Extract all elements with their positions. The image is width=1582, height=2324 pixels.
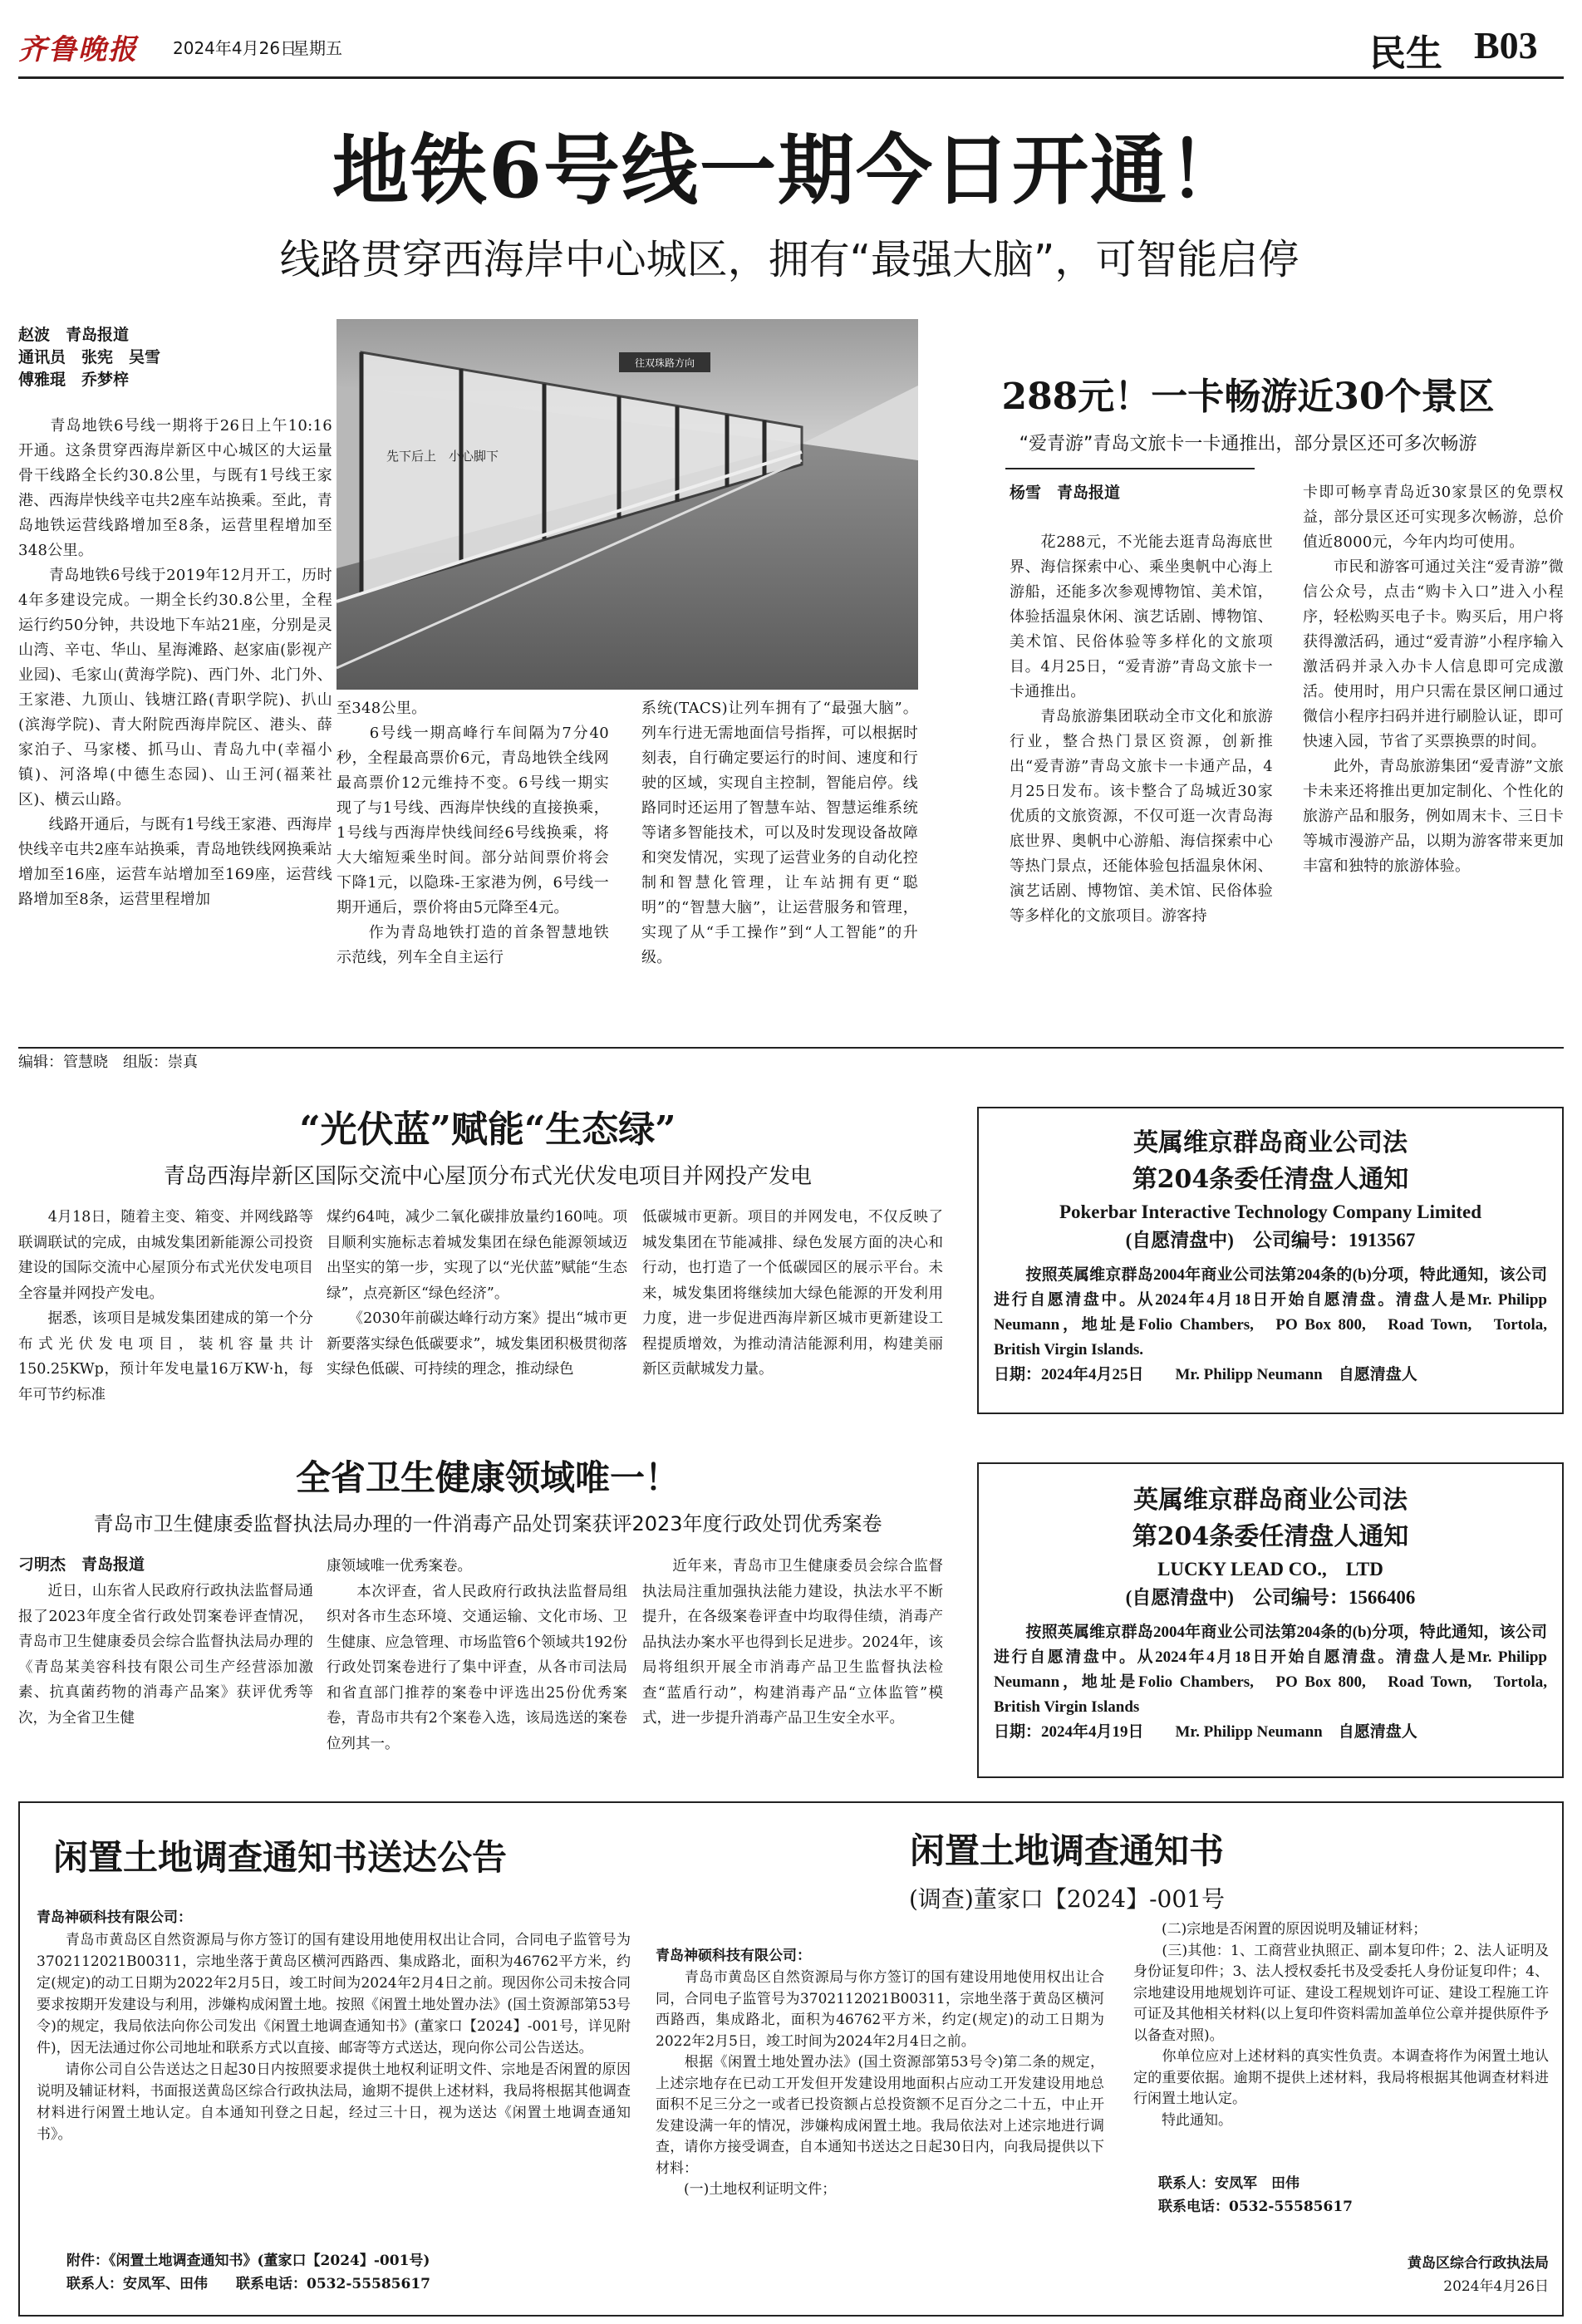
solar-col2: 煤约64吨，减少二氧化碳排放量约160吨。项目顺利实施标志着城发集团在绿色能源领域迈出坚实的第一步，实现了以“光伏蓝”赋能“生态绿”，点亮新区“绿色经济”。 《2030年前碳达峰行动方案》提出“城市更新要落实绿色低碳要求”，城发集团积极贯彻落实绿色低碳、可持续的理念，推动绿色 (327, 1209, 627, 1378)
land-right-title: 闲置土地调查通知书 (909, 1830, 1224, 1871)
byline-line: 通讯员 张宪 吴雪 (18, 348, 161, 366)
main-col3: 系统(TACS)让列车拥有了“最强大脑”。列车行进无需地面信号指挥，可以根据时刻表，自行确定要运行的时间、速度和行驶的区域，实现自主控制，智能启停。线路同时还运用了智慧车站、智慧运维系统等诸多智能技术，可以及时发现设备故障和突发情况，实现了运营业务的自动化控制和智慧化管理，让车站拥有更“聪明”的“智慧大脑”，让运营服务和管理，实现了从“手工操作”到“人工智能”的升级。 (641, 700, 918, 966)
solar-subhead: 青岛西海岸新区国际交流中心屋顶分布式光伏发电项目并网投产发电 (163, 1164, 812, 1189)
masthead (18, 23, 1564, 73)
land-left-contact: 联系人：安凤军、田伟 联系电话：0532-55585617 (66, 2276, 430, 2292)
health-subhead: 青岛市卫生健康委监督执法局办理的一件消毒产品处罚案获评2023年度行政处罚优秀案卷 (93, 1512, 882, 1535)
main-subhead: 线路贯穿西海岸中心城区，拥有“最强大脑”，可智能启停 (279, 236, 1300, 283)
notice-company: Pokerbar Interactive Technology Company Limited (1059, 1201, 1482, 1222)
notice-company: LUCKY LEAD CO., LTD (1157, 1559, 1383, 1580)
land-right-col1: 青岛市黄岛区自然资源局与你方签订的国有建设用地使用权出让合同，合同电子监管号为3702112021B00311，宗地坐落于黄岛区横河西路西，集成路北，面积为46762平方米，约定(规定)的动工日期为2022年2月5日，竣工时间为2024年2月4日之前。 根据《闲置土地处置办法》(国土资源部第53号令)第二条的规定，上述宗地存在已动工开发但开发建设用地面积占应动工开发建设用地总面积不足三分之一或者已投资额占总投资额不足百分之二十五，中止开发建设满一年的情况，涉嫌构成闲置土地。我局依法对上述宗地进行调查，请你方接受调查，自本通知书送达之日起30日内，向我局提供以下材料： (一)土地权利证明文件； (656, 1969, 1104, 2198)
liquidation-notice-lucky-lead (977, 1462, 1564, 1778)
liquidation-notice-pokerbar (977, 1107, 1564, 1414)
main-byline (18, 324, 317, 391)
notice-footer: 日期：2024年4月25日 Mr. Philipp Neumann 自愿清盘人 (994, 1366, 1417, 1383)
newspaper-logo: 齐鲁晚报 (18, 33, 138, 66)
health-byline: 刁明杰 青岛报道 (18, 1555, 145, 1574)
editor-credit: 编辑：管慧晓 组版：崇真 (18, 1054, 198, 1071)
solar-headline: “光伏蓝”赋能“生态绿” (299, 1108, 676, 1151)
land-right-col2: (二)宗地是否闲置的原因说明及辅证材料； (三)其他：1、工商营业执照正、副本复印件；2、法人证明及身份证复印件；3、法人授权委托书及受委托人身份证复印件；4、宗地建设用地规划许可证、建设工程规划许可证、建设工程施工许可证及其他相关材料(以上复印件资料需加盖单位公章并提供原件予以备查对照)。 你单位应对上述材料的真实性负责。本调查将作为闲置土地认定的重要依据。逾期不提供上述材料，我局将根据其他调查材料进行闲置土地认定。 特此通知。 (1133, 1921, 1549, 2129)
issue-weekday: 星期五 (292, 38, 342, 58)
land-left-company: 青岛神硕科技有限公司： (37, 1909, 192, 1926)
door-sticker: 先下后上 小心脚下 (386, 449, 499, 464)
notice-body: 按照英属维京群岛2004年商业公司法第204条的(b)分项，特此通知，该公司进行自愿清盘中。从2024年4月18日开始自愿清盘。清盘人是Mr. Philipp Neumann，地址是Folio Chambers, PO Box 800, Road Town, Tortola, British Virgin Islands. (994, 1266, 1564, 1359)
platform-scene (337, 319, 918, 690)
land-right-subtitle: (调查)董家口【2024】-001号 (908, 1885, 1225, 1913)
metro-platform-photo (337, 319, 918, 690)
health-col2: 康领域唯一优秀案卷。 本次评查，省人民政府行政执法监督局组织对各市生态环境、交通运输、文化市场、卫生健康、应急管理、市场监管6个领域共192份行政处罚案卷进行了集中评查，从各市司法局和省直部门推荐的案卷中评选出25份优秀案卷，青岛市共有2个案卷入选，该局选送的案卷位列其一。 (327, 1558, 627, 1752)
notice-title: 英属维京群岛商业公司法 (1133, 1486, 1408, 1515)
notice-status: (自愿清盘中) 公司编号：1913567 (1125, 1230, 1416, 1250)
land-left-body: 青岛市黄岛区自然资源局与你方签订的国有建设用地使用权出让合同，合同电子监管号为3702112021B00311，宗地坐落于黄岛区横河西路西、集成路北，面积为46762平方米，约定(规定)的动工日期为2022年2月5日，竣工时间为2024年2月4日之前。现因你公司未按合同要求按期开发建设与利用，涉嫌构成闲置土地。按照《闲置土地处置办法》(国土资源部第53号令)的规定，我局依法向你公司发出《闲置土地调查通知书》(董家口【2024】-001号，详见附件)，因无法通过你公司地址和联系方式以直接、邮寄等方式送达，现向你公司公告送达。 请你公司自公告送达之日起30日内按照要求提供土地权利证明文件、宗地是否闲置的原因说明及辅证材料，书面报送黄岛区综合行政执法局，逾期不提供上述材料，我局将根据其他调查材料进行闲置土地认定。自本通知刊登之日起，经过三十日，视为送达《闲置土地调查通知书》。 (37, 1932, 631, 2143)
land-right-contact-phone: 联系电话：0532-55585617 (1158, 2199, 1353, 2215)
direction-sign: 往双珠路方向 (634, 357, 695, 369)
notice-title: 第204条委任清盘人通知 (1132, 1522, 1409, 1551)
land-left-attachment: 附件：《闲置土地调查通知书》(董家口【2024】-001号) (66, 2253, 430, 2269)
health-col3: 近年来，青岛市卫生健康委员会综合监督执法局注重加强执法能力建设，执法水平不断提升，在各级案卷评查中均取得佳绩，消毒产品执法办案水平也得到长足进步。2024年，该局将组织开展全市消毒产品卫生监督执法检查“蓝盾行动”，构建消毒产品“立体监管”模式，进一步提升消毒产品卫生安全水平。 (642, 1558, 943, 1727)
land-right-org: 黄岛区综合行政执法局 (1408, 2255, 1549, 2272)
land-left-title: 闲置土地调查通知书送达公告 (53, 1837, 508, 1878)
byline-line: 赵波 青岛报道 (18, 326, 130, 344)
notice-status: (自愿清盘中) 公司编号：1566406 (1125, 1587, 1416, 1608)
byline-line: 傅雅琨 乔梦梓 (18, 371, 130, 389)
land-right-contact-person: 联系人：安凤军 田伟 (1158, 2175, 1300, 2192)
notice-title: 第204条委任清盘人通知 (1132, 1165, 1409, 1194)
card-byline: 杨雪 青岛报道 (1010, 484, 1121, 502)
section-name: 民生 (1369, 32, 1442, 75)
issue-date: 2024年4月26日 (173, 38, 297, 58)
card-col2: 卡即可畅享青岛近30家景区的免票权益，部分景区还可实现多次畅游，总价值近8000元，今年内均可使用。 市民和游客可通过关注“爱青游”微信公众号，点击“购卡入口”进入小程序，轻松购买电子卡。购买后，用户将获得激活码，通过“爱青游”小程序输入激活码并录入办卡人信息即可完成激活。使用时，用户只需在景区闸口通过微信小程序扫码并进行刷脸认证，即可快速入园，节省了买票换票的时间。 此外，青岛旅游集团“爱青游”文旅卡未来还将推出更加定制化、个性化的旅游产品和服务，例如周末卡、三日卡等城市漫游产品，以期为游客带来更加丰富和独特的旅游体验。 (1303, 484, 1564, 875)
notice-body: 按照英属维京群岛2004年商业公司法第204条的(b)分项，特此通知，该公司进行自愿清盘中。从2024年4月18日开始自愿清盘。清盘人是Mr. Philipp Neumann，地址是Folio Chambers, PO Box 800, Road Town, Tortola, British Virgin Islands (994, 1624, 1564, 1716)
card-headline: 288元！一卡畅游近30个景区 (1001, 376, 1495, 418)
main-col2: 至348公里。 6号线一期高峰行车间隔为7分40秒，全程最高票价6元，青岛地铁全线网最高票价12元维持不变。6号线一期实现了与1号线、西海岸快线的直接换乘，1号线与西海岸快线间经6号线换乘，将大大缩短乘坐时间。部分站间票价将会下降1元，以隐珠-王家港为例，6号线一期开通后，票价将由5元降至4元。 作为青岛地铁打造的首条智慧地铁示范线，列车全自主运行 (337, 700, 609, 966)
header-rule (18, 76, 1564, 79)
land-notice-box (18, 1801, 1564, 2317)
main-col1: 青岛地铁6号线一期将于26日上午10:16开通。这条贯穿西海岸新区中心城区的大运量骨干线路全长约30.8公里，与既有1号线王家港、西海岸快线辛屯共2座车站换乘。至此，青岛地铁运营线路增加至8条，运营里程增加至348公里。 青岛地铁6号线于2019年12月开工，历时4年多建设完成。一期全长约30.8公里，全程运行约50分钟，共设地下车站21座，分别是灵山湾、辛屯、华山、星海滩路、赵家庙(影视产业园)、毛家山(黄海学院)、西门外、北门外、王家港、九顶山、钱塘江路(青职学院)、扒山(滨海学院)、青大附院西海岸院区、港头、薛家泊子、马家楼、抓马山、青岛九中(幸福小镇)、河洛埠(中德生态园)、山王河(福莱社区)、横云山路。 线路开通后，与既有1号线王家港、西海岸快线辛屯共2座车站换乘，青岛地铁线网换乘站增加至16座，运营车站增加至169座，运营线路增加至8条，运营里程增加 (18, 417, 332, 908)
card-subhead: “爱青游”青岛文旅卡一卡通推出，部分景区还可多次畅游 (1019, 434, 1477, 454)
notice-title: 英属维京群岛商业公司法 (1133, 1128, 1408, 1157)
land-right-company: 青岛神硕科技有限公司： (656, 1948, 811, 1964)
notice-footer: 日期：2024年4月19日 Mr. Philipp Neumann 自愿清盘人 (994, 1723, 1417, 1741)
main-headline: 地铁6号线一期今日开通！ (332, 125, 1246, 215)
land-right-date: 2024年4月26日 (1443, 2278, 1549, 2295)
solar-col3: 低碳城市更新。项目的并网发电，不仅反映了城发集团在节能减排、绿色发展方面的决心和行动，也打造了一个低碳园区的展示平台。未来，城发集团将继续加大绿色能源的开发利用力度，进一步促进西海岸新区城市更新建设工程提质增效，为推动清洁能源利用，构建美丽新区贡献城发力量。 (642, 1209, 943, 1378)
health-col1: 近日，山东省人民政府行政执法监督局通报了2023年度全省行政处罚案卷评查情况，青岛市卫生健康委员会综合监督执法局办理的《青岛某美容科技有限公司生产经营添加激素、抗真菌药物的消毒产品案》获评优秀等次，为全省卫生健 (18, 1583, 313, 1727)
solar-col1: 4月18日，随着主变、箱变、并网线路等联调联试的完成，由城发集团新能源公司投资建设的国际交流中心屋顶分布式光伏发电项目全容量并网投产发电。 据悉，该项目是城发集团建成的第一个分布式光伏发电项目，装机容量共计150.25KWp，预计年发电量16万KW·h，每年可节约标准 (18, 1209, 313, 1403)
card-col1: 花288元，不光能去逛青岛海底世界、海信探索中心、乘坐奥帆中心海上游船，还能多次参观博物馆、美术馆，体验括温泉休闲、演艺话剧、博物馆、美术馆、民俗体验等多样化的文旅项目。4月25日，“爱青游”青岛文旅卡一卡通推出。 青岛旅游集团联动全市文化和旅游行业，整合热门景区资源，创新推出“爱青游”青岛文旅卡一卡通产品，4月25日发布。该卡整合了岛城近30家优质的文旅资源，不仅可逛一次青岛海底世界、奥帆中心游船、海信探索中心等热门景点，还能体验包括温泉休闲、演艺话剧、博物馆、美术馆、民俗体验等多样化的文旅项目。游客持 (1010, 533, 1273, 925)
section-rule (18, 1047, 1564, 1049)
page-number: B03 (1474, 24, 1538, 66)
card-rule (1005, 468, 1255, 469)
health-headline: 全省卫生健康领域唯一！ (295, 1457, 680, 1498)
